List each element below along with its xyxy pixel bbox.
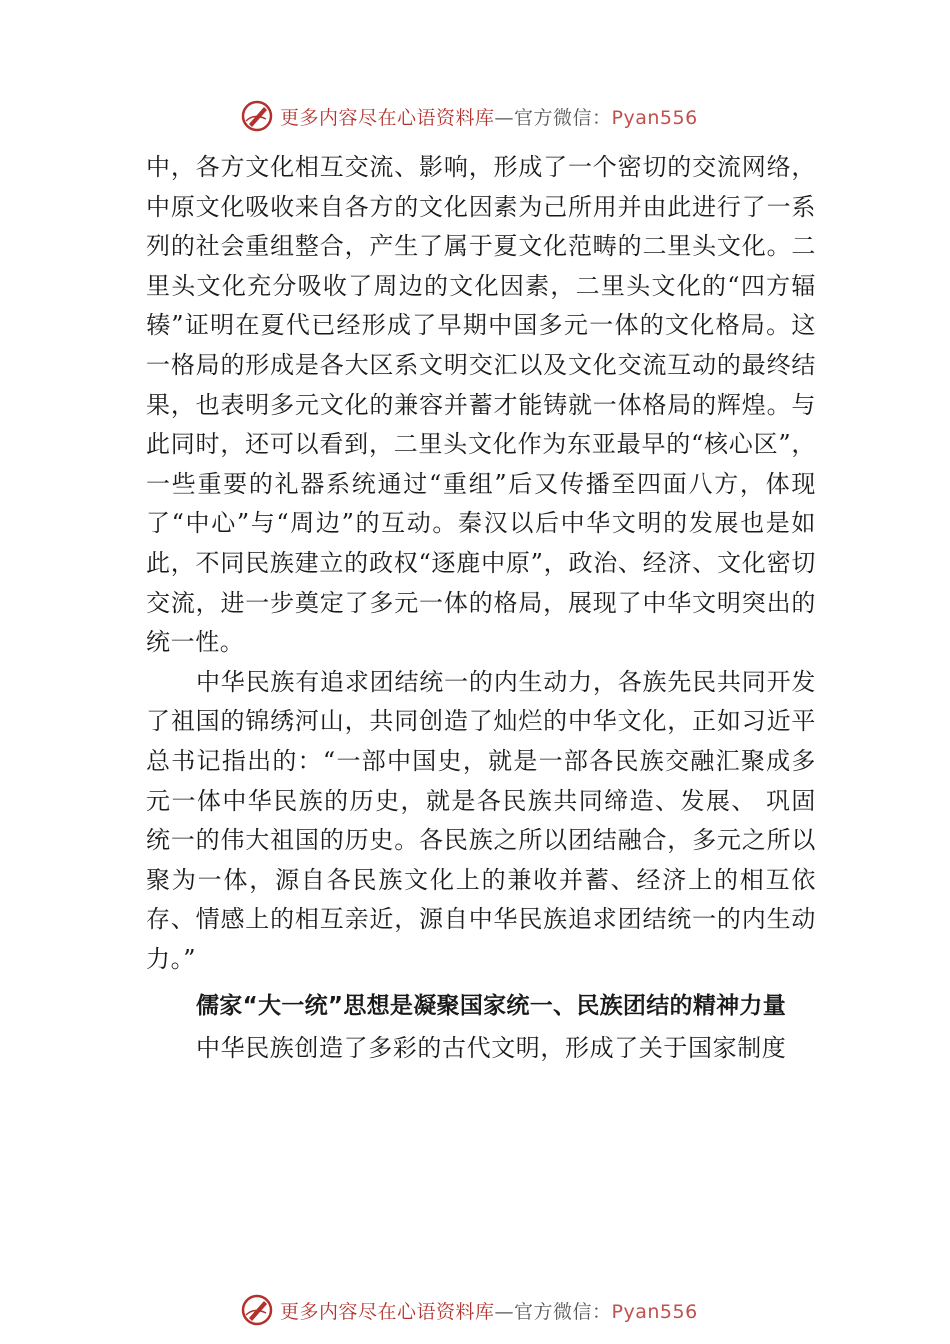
footer-banner-id: Pyan556	[611, 1300, 698, 1323]
footer-banner-tail: —官方微信：	[494, 1300, 612, 1323]
header-banner	[0, 96, 950, 136]
header-banner-text	[280, 103, 698, 130]
paragraph-3: 中华民族创造了多彩的古代文明，形成了关于国家制度	[196, 1034, 787, 1063]
section-heading: 儒家“大一统”思想是凝聚国家统一、民族团结的精神力量	[196, 993, 787, 1020]
paragraph-1: 中，各方文化相互交流、影响，形成了一个密切的交流网络，中原文化吸收来自各方的文化因素为己所用并由此进行了一系列的社会重组整合，产生了属于夏文化范畴的二里头文化。二里头文化充分吸收了周边的文化因素，二里头文化的“四方辐辏”证明在夏代已经形成了早期中国多元一体的文化格局。这一格局的形成是各大区系文明交汇以及文化交流互动的最终结果，也表明多元文化的兼容并蓄才能铸就一体格局的辉煌。与此同时，还可以看到，二里头文化作为东亚最早的“核心区”，一些重要的礼器系统通过“重组”后又传播至四面八方，体现了“中心”与“周边”的互动。秦汉以后中华文明的发展也是如此，不同民族建立的政权“逐鹿中原”，政治、经济、文化密切交流，进一步奠定了多元一体的格局，展现了中华文明突出的统一性。	[146, 153, 816, 657]
header-banner-tail: —官方微信：	[494, 106, 612, 129]
document-body	[146, 148, 816, 1069]
pen-circle-logo-icon	[240, 1293, 274, 1327]
header-banner-inner	[240, 96, 698, 136]
footer-banner-main: 更多内容尽在心语资料库	[280, 1300, 495, 1323]
footer-banner	[0, 1290, 950, 1330]
footer-banner-inner	[240, 1290, 698, 1330]
paragraph-2: 中华民族有追求团结统一的内生动力，各族先民共同开发了祖国的锦绣河山，共同创造了灿烂的中华文化，正如习近平总书记指出的：“一部中国史，就是一部各民族交融汇聚成多元一体中华民族的历史，就是各民族共同缔造、发展、 巩固统一的伟大祖国的历史。各民族之所以团结融合，多元之所以聚为一体，源自各民族文化上的兼收并蓄、经济上的相互依存、情感上的相互亲近，源自中华民族追求团结统一的内生动力。”	[146, 667, 816, 973]
pen-circle-logo-icon	[240, 99, 274, 133]
header-banner-main: 更多内容尽在心语资料库	[280, 106, 495, 129]
header-banner-id: Pyan556	[611, 106, 698, 129]
footer-banner-text	[280, 1297, 698, 1324]
